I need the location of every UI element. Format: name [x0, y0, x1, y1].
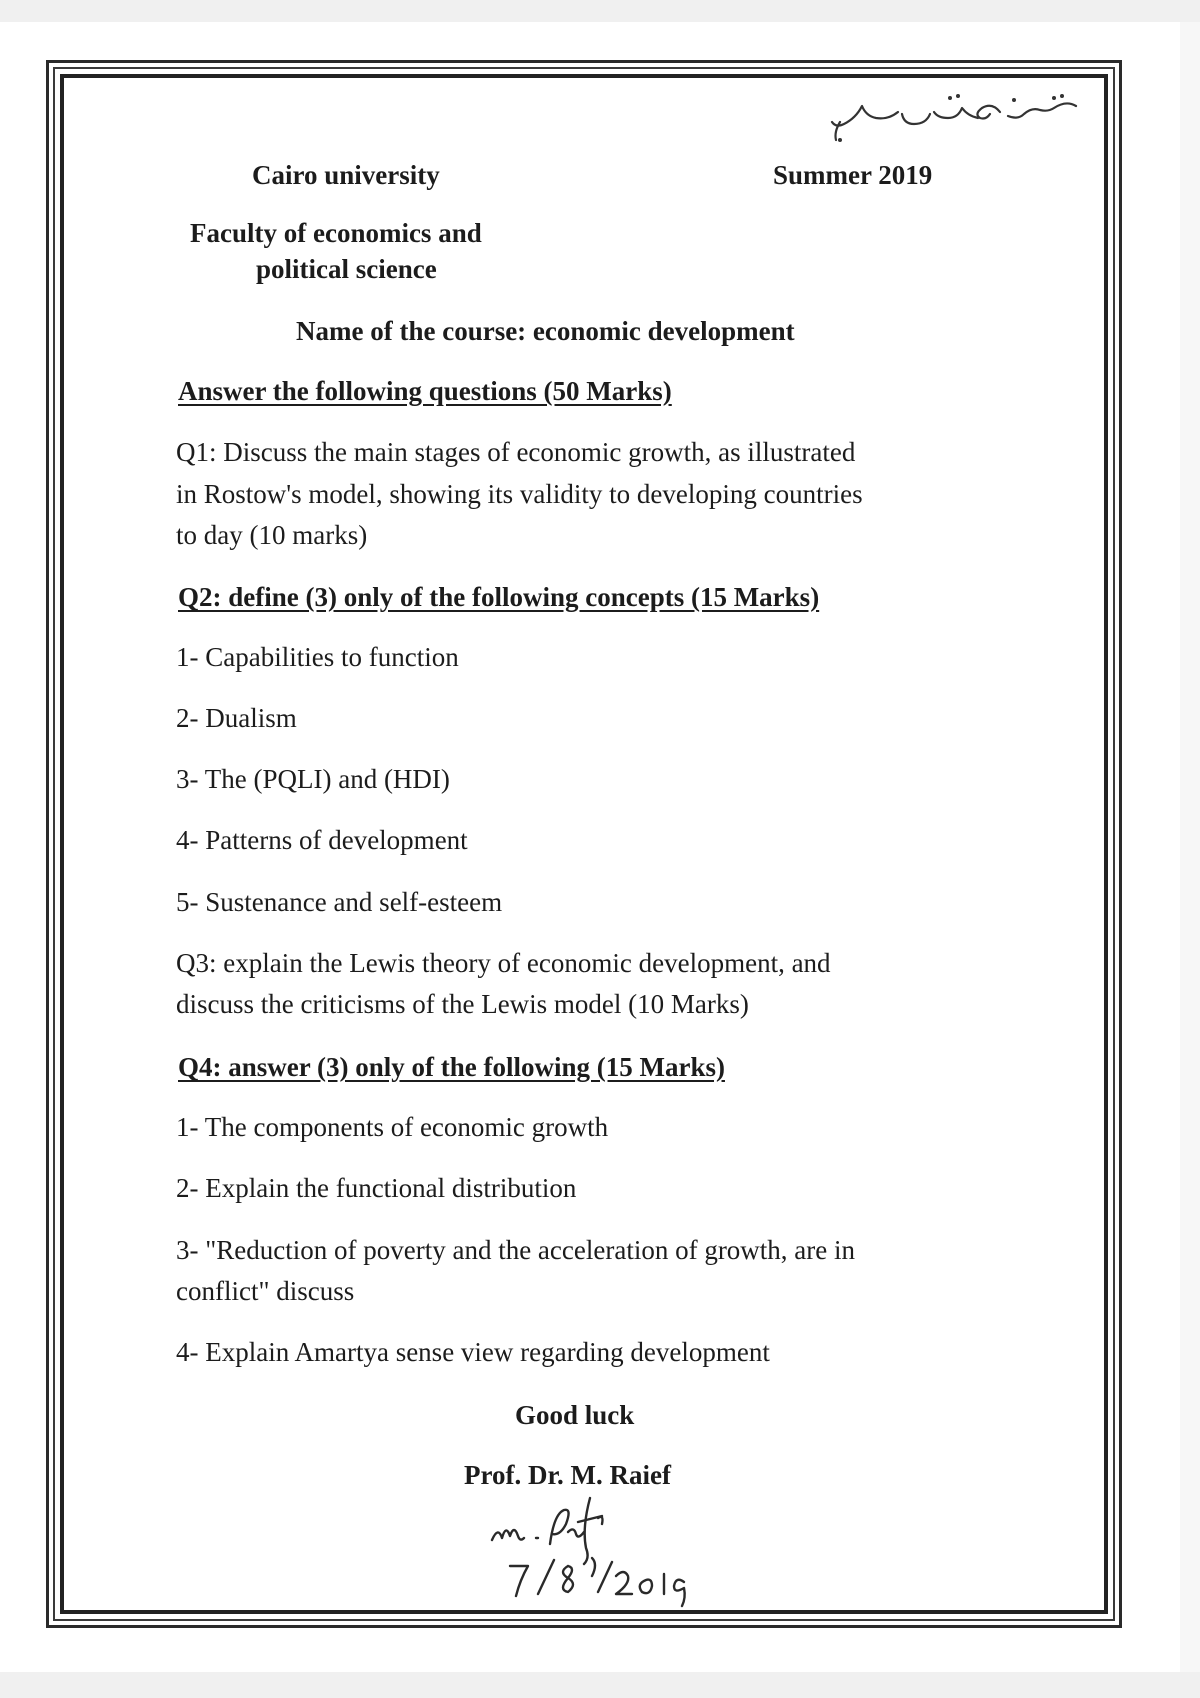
q2-item: 1- Capabilities to function	[176, 642, 459, 672]
q4-item-continuation: conflict" discuss	[176, 1276, 355, 1306]
q2-heading: Q2: define (3) only of the following concepts (15 Marks)	[178, 582, 820, 612]
q2-item: 5- Sustenance and self-esteem	[176, 887, 503, 917]
q4-item: 2- Explain the functional distribution	[176, 1173, 577, 1203]
handwritten-arabic-note	[800, 88, 1100, 148]
university-name: Cairo university	[252, 160, 440, 190]
q1-line-3: to day (10 marks)	[176, 520, 368, 550]
author-name: Prof. Dr. M. Raief	[464, 1460, 671, 1490]
q4-item: 3- "Reduction of poverty and the acceleration of growth, are in	[176, 1235, 856, 1265]
closing-note: Good luck	[515, 1400, 635, 1430]
q4-heading: Q4: answer (3) only of the following (15 Marks)	[178, 1052, 725, 1082]
handwritten-signature	[480, 1488, 730, 1608]
faculty-line-1: Faculty of economics and	[190, 218, 482, 248]
q2-item: 2- Dualism	[176, 703, 297, 733]
scan-edge-right	[1180, 22, 1200, 1672]
exam-term: Summer 2019	[773, 160, 933, 190]
scan-edge-top	[0, 0, 1200, 22]
scan-edge-bottom	[0, 1672, 1200, 1698]
instructions-heading: Answer the following questions (50 Marks)	[178, 376, 672, 406]
q2-item: 3- The (PQLI) and (HDI)	[176, 764, 450, 794]
q1-line-1: Q1: Discuss the main stages of economic growth, as illustrated	[176, 437, 856, 467]
q4-item: 4- Explain Amartya sense view regarding development	[176, 1337, 770, 1367]
q3-line-2: discuss the criticisms of the Lewis model (10 Marks)	[176, 989, 749, 1019]
q2-item: 4- Patterns of development	[176, 825, 468, 855]
q1-line-2: in Rostow's model, showing its validity to developing countries	[176, 479, 863, 509]
q3-line-1: Q3: explain the Lewis theory of economic development, and	[176, 948, 831, 978]
faculty-line-2: political science	[256, 254, 437, 284]
q4-item: 1- The components of economic growth	[176, 1112, 609, 1142]
course-title: Name of the course: economic development	[296, 316, 795, 346]
